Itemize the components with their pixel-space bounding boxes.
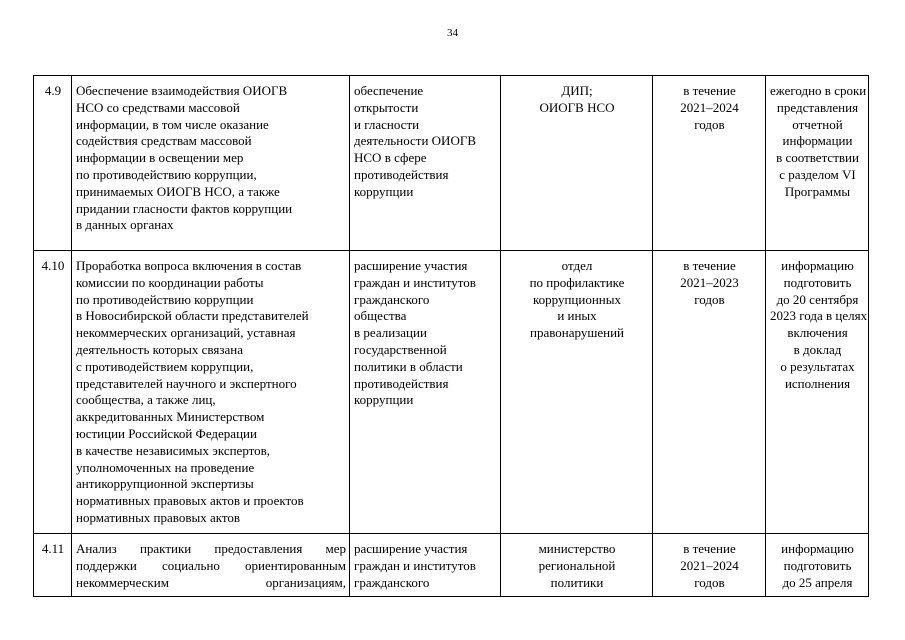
cell-line: министерство — [538, 541, 616, 556]
cell-line: подготовить — [783, 557, 852, 573]
cell-line: ежегодно в сроки — [770, 83, 867, 98]
cell-line: до 20 сентября — [776, 291, 859, 307]
measure-cell — [72, 251, 350, 534]
goal-cell — [350, 534, 501, 597]
cell-line: информацию — [781, 258, 854, 273]
cell-line: отчетной — [792, 116, 843, 132]
cell-line: исполнения — [784, 375, 851, 391]
cell-line: юстиции Российской Федерации — [76, 425, 257, 441]
cell-line: антикоррупционной экспертизы — [76, 476, 254, 492]
cell-line: нормативных правовых актов — [76, 509, 241, 525]
cell-line: содействия средствам массовой — [76, 133, 252, 149]
measure-cell — [72, 76, 350, 251]
cell-line: поддержки социально ориентированным — [76, 557, 346, 573]
cell-line: представления — [776, 99, 859, 115]
report-cell — [766, 534, 869, 597]
cell-line: придании гласности фактов коррупции — [76, 200, 293, 216]
cell-line: 2021–2023 — [680, 274, 739, 290]
cell-line: НСО со средствами массовой — [76, 99, 240, 115]
cell-line: противодействия — [354, 166, 449, 182]
cell-line: региональной — [538, 557, 616, 573]
cell-line: представителей научного и экспертного — [76, 375, 297, 391]
term-cell — [653, 76, 766, 251]
cell-line: в Новосибирской области представителей — [76, 308, 309, 324]
cell-line: гражданского — [354, 291, 430, 307]
cell-line: информации — [782, 133, 853, 149]
cell-line: с противодействием коррупции, — [76, 358, 254, 374]
cell-line: открытости — [354, 99, 419, 115]
cell-line: государственной — [354, 341, 447, 357]
cell-line: уполномоченных на проведение — [76, 459, 255, 475]
cell-line: годов — [694, 291, 725, 307]
executor-cell — [501, 534, 653, 597]
cell-line: коррупции — [354, 392, 414, 408]
executor-cell — [501, 76, 653, 251]
cell-line: ДИП; — [561, 83, 593, 98]
term-cell — [653, 534, 766, 597]
table-row — [34, 534, 869, 597]
cell-line: Проработка вопроса включения в состав — [76, 258, 302, 273]
cell-line: информацию — [781, 541, 854, 556]
cell-line: в доклад — [793, 341, 842, 357]
cell-line: противодействия — [354, 375, 449, 391]
measures-table — [33, 75, 869, 597]
cell-line: аккредитованных Министерством — [76, 409, 265, 425]
table-row — [34, 251, 869, 534]
cell-line: расширение участия — [354, 541, 468, 556]
cell-line: коррупционных — [532, 291, 621, 307]
cell-line: отдел — [561, 258, 593, 273]
cell-line: гражданского — [354, 574, 430, 590]
cell-line: о результатах — [780, 358, 855, 374]
cell-line: политики — [550, 574, 604, 590]
cell-line: деятельности ОИОГВ — [354, 133, 477, 149]
item-number-cell: 4.9 — [34, 76, 72, 251]
item-number-cell: 4.10 — [34, 251, 72, 534]
cell-line: включения — [787, 325, 848, 341]
cell-line: в реализации — [354, 325, 427, 341]
cell-line: годов — [694, 116, 725, 132]
cell-line: подготовить — [783, 274, 852, 290]
cell-line: Обеспечение взаимодействия ОИОГВ — [76, 83, 288, 98]
cell-line: в данных органах — [76, 217, 174, 233]
goal-cell — [350, 251, 501, 534]
cell-line: информации в освещении мер — [76, 150, 244, 166]
cell-line: в соответствии — [776, 150, 859, 166]
cell-line: сообщества, а также лиц, — [76, 392, 216, 408]
report-cell — [766, 251, 869, 534]
cell-line: обеспечение — [354, 83, 424, 98]
cell-line: граждан и институтов — [354, 274, 476, 290]
cell-line: деятельность которых связана — [76, 341, 243, 357]
item-number-cell: 4.11 — [34, 534, 72, 597]
executor-cell — [501, 251, 653, 534]
cell-line: годов — [694, 574, 725, 590]
cell-line: информации, в том числе оказание — [76, 116, 269, 132]
cell-line: 2021–2024 — [680, 557, 739, 573]
cell-line: 2023 года в целях — [770, 308, 868, 324]
measure-cell — [72, 534, 350, 597]
cell-line: по профилактике — [529, 274, 625, 290]
cell-line: 2021–2024 — [680, 99, 739, 115]
cell-line: ОИОГВ НСО — [539, 99, 615, 115]
cell-line: в течение — [683, 541, 736, 556]
page-number: 34 — [447, 27, 458, 39]
cell-line: некоммерческих организаций, уставная — [76, 325, 296, 341]
cell-line: в качестве независимых экспертов, — [76, 442, 271, 458]
cell-line: коррупции — [354, 183, 414, 199]
cell-line: и иных — [557, 308, 597, 324]
cell-line: и гласности — [354, 116, 420, 132]
cell-line: комиссии по координации работы — [76, 274, 264, 290]
term-cell — [653, 251, 766, 534]
cell-line: по противодействию коррупции, — [76, 166, 257, 182]
cell-line: в течение — [683, 258, 736, 273]
cell-line: принимаемых ОИОГВ НСО, а также — [76, 183, 280, 199]
cell-line: по противодействию коррупции — [76, 291, 254, 307]
cell-line: с разделом VI — [779, 166, 856, 182]
table-row — [34, 76, 869, 251]
cell-line: нормативных правовых актов и проектов — [76, 493, 304, 509]
cell-line: НСО в сфере — [354, 150, 427, 166]
cell-line: в течение — [683, 83, 736, 98]
cell-line: Программы — [784, 183, 851, 199]
cell-line: до 25 апреля — [782, 574, 853, 590]
cell-line: общества — [354, 308, 407, 324]
cell-line: расширение участия — [354, 258, 468, 273]
report-cell — [766, 76, 869, 251]
cell-line: политики в области — [354, 358, 463, 374]
cell-line: некоммерческим организациям, — [76, 574, 346, 590]
cell-line: граждан и институтов — [354, 557, 476, 573]
goal-cell — [350, 76, 501, 251]
cell-line: правонарушений — [530, 325, 624, 341]
cell-line: Анализ практики предоставления мер — [76, 541, 346, 556]
